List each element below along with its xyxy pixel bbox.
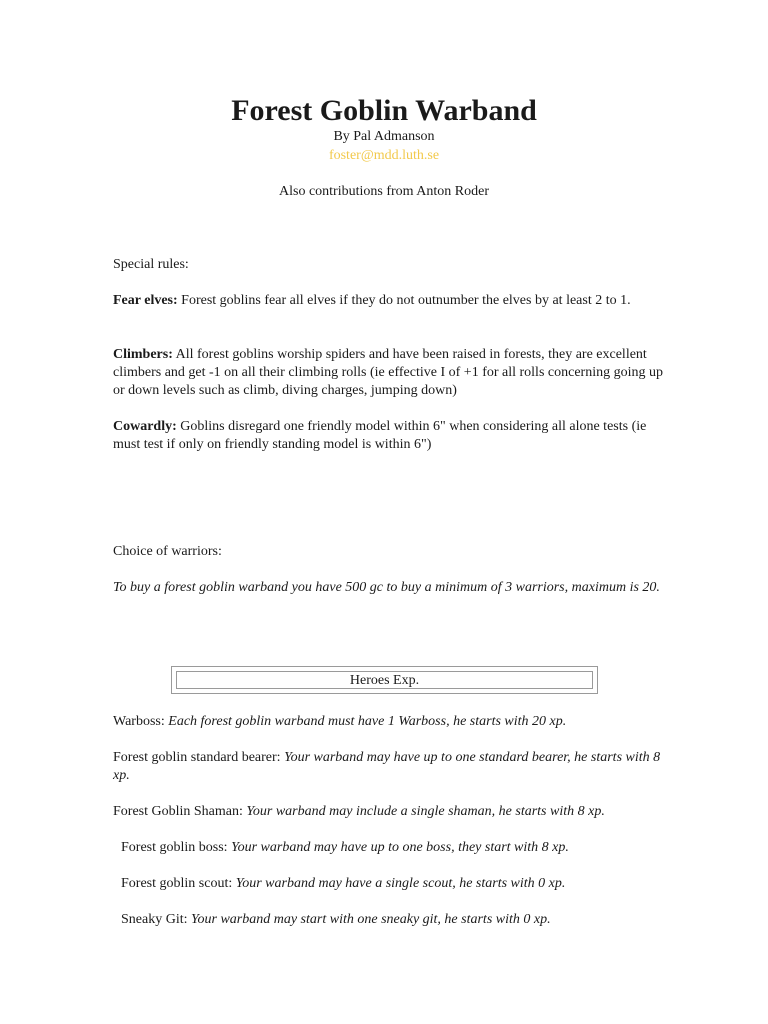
hero-standard-bearer xyxy=(113,749,663,785)
rule-text: Goblins disregard one friendly model within 6" when considering all alone tests (ie must test if only on friendly standing model is within 6") xyxy=(113,419,647,452)
hero-scout xyxy=(121,875,671,893)
hero-sneaky-git xyxy=(121,911,671,929)
hero-boss xyxy=(121,839,671,857)
rule-cowardly xyxy=(113,418,663,454)
hero-desc: Your warband may include a single shaman, he starts with 8 xp. xyxy=(242,804,605,819)
rule-label: Fear elves: xyxy=(113,293,178,308)
warriors-heading: Choice of warriors: xyxy=(113,544,222,559)
hero-name: Sneaky Git: xyxy=(121,912,188,927)
hero-name: Forest goblin standard bearer: xyxy=(113,750,281,765)
rule-label: Climbers: xyxy=(113,347,173,362)
rule-text: Forest goblins fear all elves if they do not outnumber the elves by at least 2 to 1. xyxy=(177,293,631,308)
hero-shaman xyxy=(113,803,663,821)
hero-name: Forest goblin boss: xyxy=(121,840,228,855)
heroes-table xyxy=(171,666,598,694)
hero-desc: Your warband may have up to one standard bearer, he starts with 8 xp. xyxy=(113,750,661,783)
hero-name: Warboss: xyxy=(113,714,165,729)
special-rules-heading: Special rules: xyxy=(113,257,189,272)
heroes-table-header: Heroes Exp. xyxy=(176,671,593,689)
hero-warboss xyxy=(113,713,663,731)
rule-climbers xyxy=(113,346,663,400)
author-line: By Pal Admanson xyxy=(333,129,435,144)
page-title: Forest Goblin Warband xyxy=(231,94,537,127)
author-email-link[interactable]: foster@mdd.luth.se xyxy=(328,148,440,163)
rule-text: All forest goblins worship spiders and have been raised in forests, they are excellent climbers and get -1 on all their climbing rolls (ie effective I of +1 for all rolls concerning going up or down levels such as climb, diving charges, jumping down) xyxy=(113,347,663,398)
hero-desc: Your warband may have up to one boss, they start with 8 xp. xyxy=(227,840,569,855)
rule-fear-elves xyxy=(113,292,663,310)
warriors-intro-text: To buy a forest goblin warband you have 500 gc to buy a minimum of 3 warriors, maximum is 20. xyxy=(113,580,660,595)
hero-name: Forest Goblin Shaman: xyxy=(113,804,243,819)
rule-label: Cowardly: xyxy=(113,419,177,434)
hero-desc: Your warband may start with one sneaky git, he starts with 0 xp. xyxy=(187,912,551,927)
contributions-line: Also contributions from Anton Roder xyxy=(279,184,489,199)
warriors-intro xyxy=(113,579,663,597)
hero-desc: Each forest goblin warband must have 1 Warboss, he starts with 20 xp. xyxy=(164,714,567,729)
hero-name: Forest goblin scout: xyxy=(121,876,233,891)
hero-desc: Your warband may have a single scout, he starts with 0 xp. xyxy=(232,876,566,891)
